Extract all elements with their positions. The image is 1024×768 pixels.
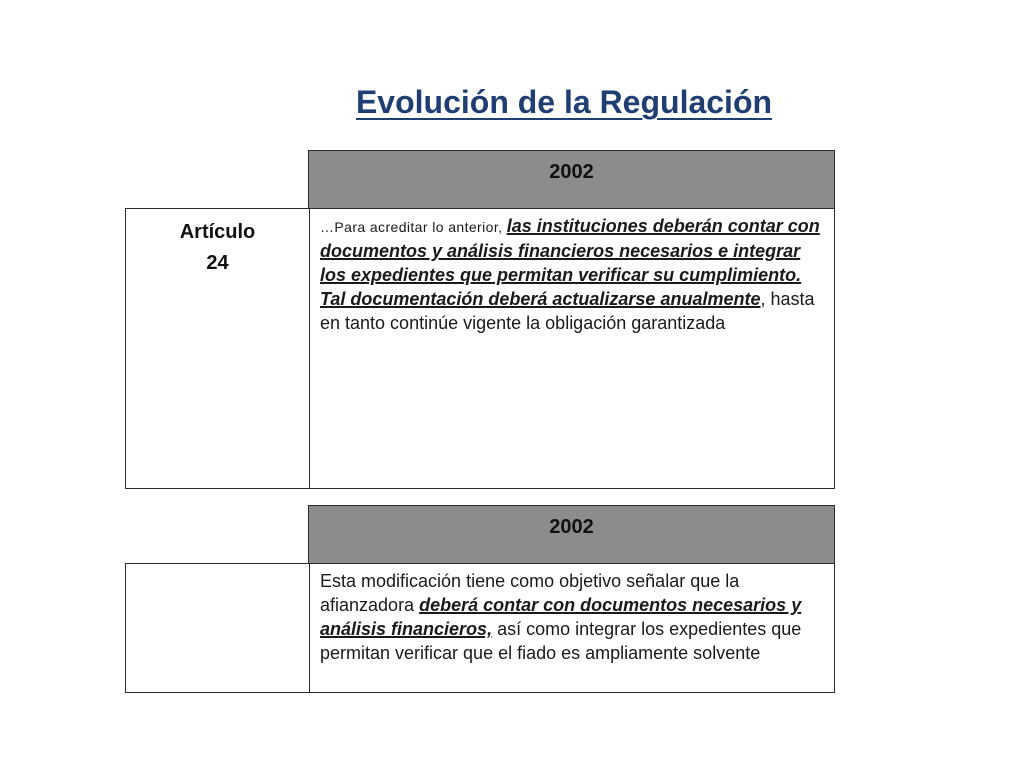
year-header-2: [308, 505, 835, 564]
article-number: 24: [206, 252, 229, 274]
text-tail: , hasta en tanto continúe vigente la obligación garantizada: [320, 289, 815, 333]
year-header-1: [308, 150, 835, 209]
regulation-text-cell-1: [309, 208, 835, 489]
page-title: Evolución de la Regulación: [355, 84, 773, 120]
regulation-text-cell-2: [309, 563, 835, 693]
empty-label-cell: [125, 563, 310, 693]
article-cell: [125, 208, 310, 489]
year-label: 2002: [549, 516, 594, 538]
text-lead: …Para acreditar lo anterior,: [320, 219, 507, 235]
text-emphasis: las instituciones deberán contar con documentos y análisis financieros necesarios e integrar los expedientes que permitan verificar su cumplimiento. Tal documentación deberá actualizarse anualmente: [320, 216, 820, 309]
text-lead: Esta modificación tiene como objetivo señalar que la afianzadora: [320, 571, 740, 615]
year-label: 2002: [549, 161, 594, 183]
article-word: Artículo: [179, 221, 256, 243]
text-tail: así como integrar los expedientes que permitan verificar que el fiado es ampliamente solvente: [320, 619, 802, 663]
text-emphasis: deberá contar con documentos necesarios y análisis financieros,: [320, 595, 802, 639]
